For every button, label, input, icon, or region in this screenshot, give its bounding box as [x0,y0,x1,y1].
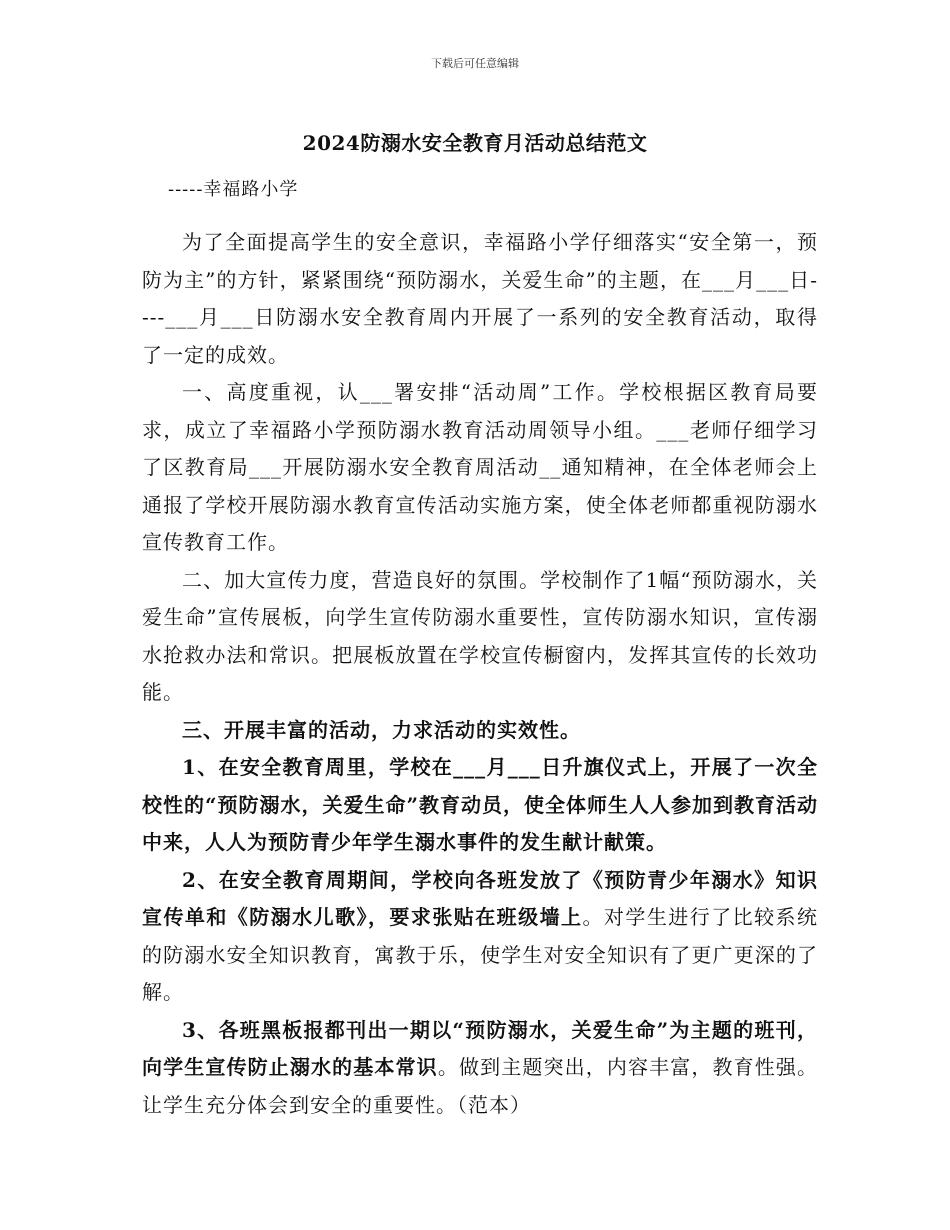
paragraph-text: 为了全面提高学生的安全意识，幸福路小学仔细落实“安全第一，预防为主”的方针，紧紧围绕“预防溺水，关爱生命”的主题，在___月___日----___月___日防溺水安全教育周内开展了一系列的安全教育活动，取得了一定的成效。 [142,230,818,367]
paragraph-text: 1、在安全教育周里，学校在___月___日升旗仪式上，开展了一次全校性的“预防溺水，关爱生命”教育动员，使全体师生人人参加到教育活动中来，人人为预防青少年学生溺水事件的发生献计献策。 [142,755,819,854]
paragraph-section-3-heading [142,712,818,750]
document-body [142,224,818,1124]
paragraph-item-3 [142,1012,818,1125]
paragraph-item-1 [142,749,818,862]
paragraph-bold-text: 3、各班黑板报都刊出一期以“预防溺水，关爱生命”为主题的班刊，向学生宣传防止溺水的基本常识 [142,1017,818,1079]
paragraph-text: 。对学生进行了比较系统的防溺水安全知识教育，寓教于乐，使学生对安全知识有了更广更深的了解。 [142,905,819,1004]
paragraph-text: 三、开展丰富的活动，力求活动的实效性。 [182,717,581,742]
paragraph-text: 二、加大宣传力度，营造良好的氛围。学校制作了1幅“预防溺水，关爱生命”宣传展板，向学生宣传防溺水重要性，宣传防溺水知识，宣传溺水抢救办法和常识。把展板放置在学校宣传橱窗内，发挥其宣传的长效功能。 [142,567,818,704]
header-note: 下载后可任意编辑 [431,57,519,70]
paragraph-bold-text: 2、在安全教育周期间，学校向各班发放了《预防青少年溺水》知识宣传单和《防溺水儿歌》，要求张贴在班级墙上 [142,867,818,929]
document-title: 2024防溺水安全教育月活动总结范文 [302,131,648,155]
author-line: -----幸福路小学 [168,179,299,200]
paragraph-text: 。做到主题突出，内容丰富，教育性强。让学生充分体会到安全的重要性。（范本） [142,1055,819,1117]
paragraph-text: 一、高度重视，认___署安排“活动周”工作。学校根据区教育局要求，成立了幸福路小学预防溺水教育活动周领导小组。___老师仔细学习了区教育局___开展防溺水安全教育周活动__通知精神，在全体老师会上通报了学校开展防溺水教育宣传活动实施方案，使全体老师都重视防溺水宣传教育工作。 [142,380,818,554]
paragraph-section-2 [142,562,818,712]
paragraph-section-1 [142,374,818,562]
paragraph-intro [142,224,818,374]
paragraph-item-2 [142,862,818,1012]
